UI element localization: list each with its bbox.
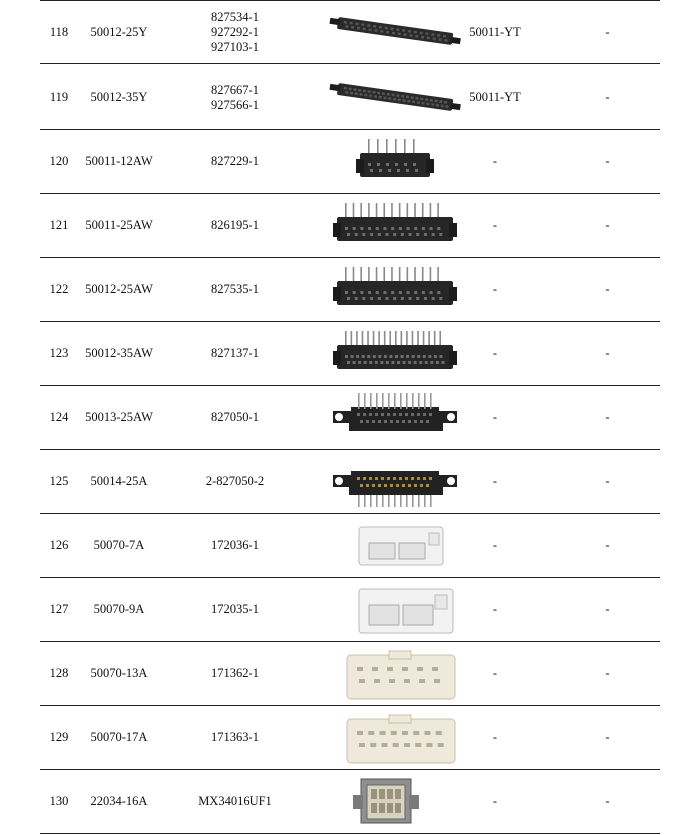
alternate-part: - — [605, 154, 610, 168]
row-number: 119 — [49, 90, 69, 104]
te-part-number: 172035-1 — [211, 602, 259, 616]
mating-part: - — [492, 154, 498, 168]
mating-part: - — [492, 410, 498, 424]
alternate-part: - — [605, 218, 610, 232]
table-row — [40, 386, 660, 450]
part-number: 50013-25AW — [85, 410, 153, 424]
table-row — [40, 322, 660, 386]
row-number: 130 — [49, 794, 69, 808]
te-part-number: 827050-1 — [211, 410, 259, 424]
alternate-part: - — [605, 538, 610, 552]
alternate-part: - — [605, 282, 610, 296]
te-part-number: 827535-1 — [211, 282, 259, 296]
table-row — [40, 514, 660, 578]
table-row — [40, 770, 660, 834]
row-number: 124 — [49, 410, 69, 424]
part-number: 22034-16A — [90, 794, 148, 808]
row-number: 129 — [49, 730, 69, 744]
table-row — [40, 130, 660, 194]
te-part-numbers — [160, 130, 310, 193]
alternate-part: - — [605, 90, 610, 104]
part-number: 50012-25AW — [85, 282, 153, 296]
te-part-numbers — [160, 450, 310, 513]
part-number: 50011-12AW — [85, 154, 153, 168]
part-number: 50070-9A — [93, 602, 145, 616]
part-number: 50012-35AW — [85, 346, 153, 360]
mating-part: - — [492, 474, 498, 488]
te-part-numbers — [160, 514, 310, 577]
te-part-numbers — [160, 642, 310, 705]
te-part-numbers — [160, 194, 310, 257]
te-part-number: 826195-1 — [211, 218, 259, 232]
part-number: 50070-7A — [93, 538, 145, 552]
te-part-numbers — [160, 1, 310, 63]
te-part-number: 927292-1 — [211, 24, 259, 39]
table-row — [40, 578, 660, 642]
te-part-number: 2-827050-2 — [205, 474, 265, 488]
mating-part: - — [492, 538, 498, 552]
te-part-number: MX34016UF1 — [198, 794, 272, 808]
table-row — [40, 642, 660, 706]
mating-part: - — [492, 282, 498, 296]
part-number: 50011-25AW — [85, 218, 153, 232]
mating-part: - — [492, 218, 498, 232]
mating-part: - — [492, 666, 498, 680]
row-number: 126 — [49, 538, 69, 552]
te-part-numbers — [160, 578, 310, 641]
row-number: 122 — [49, 282, 69, 296]
te-part-number: 927566-1 — [211, 97, 259, 112]
te-part-number: 827667-1 — [211, 82, 259, 97]
mating-part: - — [492, 602, 498, 616]
table-row — [40, 258, 660, 322]
te-part-numbers — [160, 322, 310, 385]
te-part-number: 827137-1 — [211, 346, 259, 360]
te-part-numbers — [160, 386, 310, 449]
te-part-number: 171362-1 — [211, 666, 259, 680]
alternate-part: - — [605, 24, 610, 39]
table-row — [40, 450, 660, 514]
row-number: 121 — [49, 218, 69, 232]
table-row — [40, 0, 660, 64]
mating-part: 50011-YT — [469, 90, 521, 104]
part-number: 50014-25A — [90, 474, 148, 488]
te-part-numbers — [160, 66, 310, 129]
mating-part: 50011-YT — [469, 24, 521, 39]
alternate-part: - — [605, 474, 610, 488]
te-part-numbers — [160, 258, 310, 321]
table-row — [40, 194, 660, 258]
row-number: 125 — [49, 474, 69, 488]
part-number: 50012-35Y — [90, 90, 148, 104]
row-number: 123 — [49, 346, 69, 360]
row-number: 120 — [49, 154, 69, 168]
te-part-number: 171363-1 — [211, 730, 259, 744]
te-part-number: 827229-1 — [211, 154, 259, 168]
row-number: 118 — [49, 24, 69, 39]
te-part-numbers — [160, 770, 310, 833]
part-number: 50012-25Y — [90, 24, 148, 39]
mating-part: - — [492, 794, 498, 808]
table-row — [40, 66, 660, 130]
te-part-number: 927103-1 — [211, 39, 259, 54]
alternate-part: - — [605, 346, 610, 360]
part-number: 50070-17A — [90, 730, 148, 744]
te-part-number: 827534-1 — [211, 9, 259, 24]
row-number: 128 — [49, 666, 69, 680]
mating-part: - — [492, 346, 498, 360]
alternate-part: - — [605, 730, 610, 744]
table-row — [40, 706, 660, 770]
mating-part: - — [492, 730, 498, 744]
alternate-part: - — [605, 410, 610, 424]
row-number: 127 — [49, 602, 69, 616]
alternate-part: - — [605, 602, 610, 616]
alternate-part: - — [605, 666, 610, 680]
alternate-part: - — [605, 794, 610, 808]
te-part-numbers — [160, 706, 310, 769]
te-part-number: 172036-1 — [211, 538, 259, 552]
part-number: 50070-13A — [90, 666, 148, 680]
